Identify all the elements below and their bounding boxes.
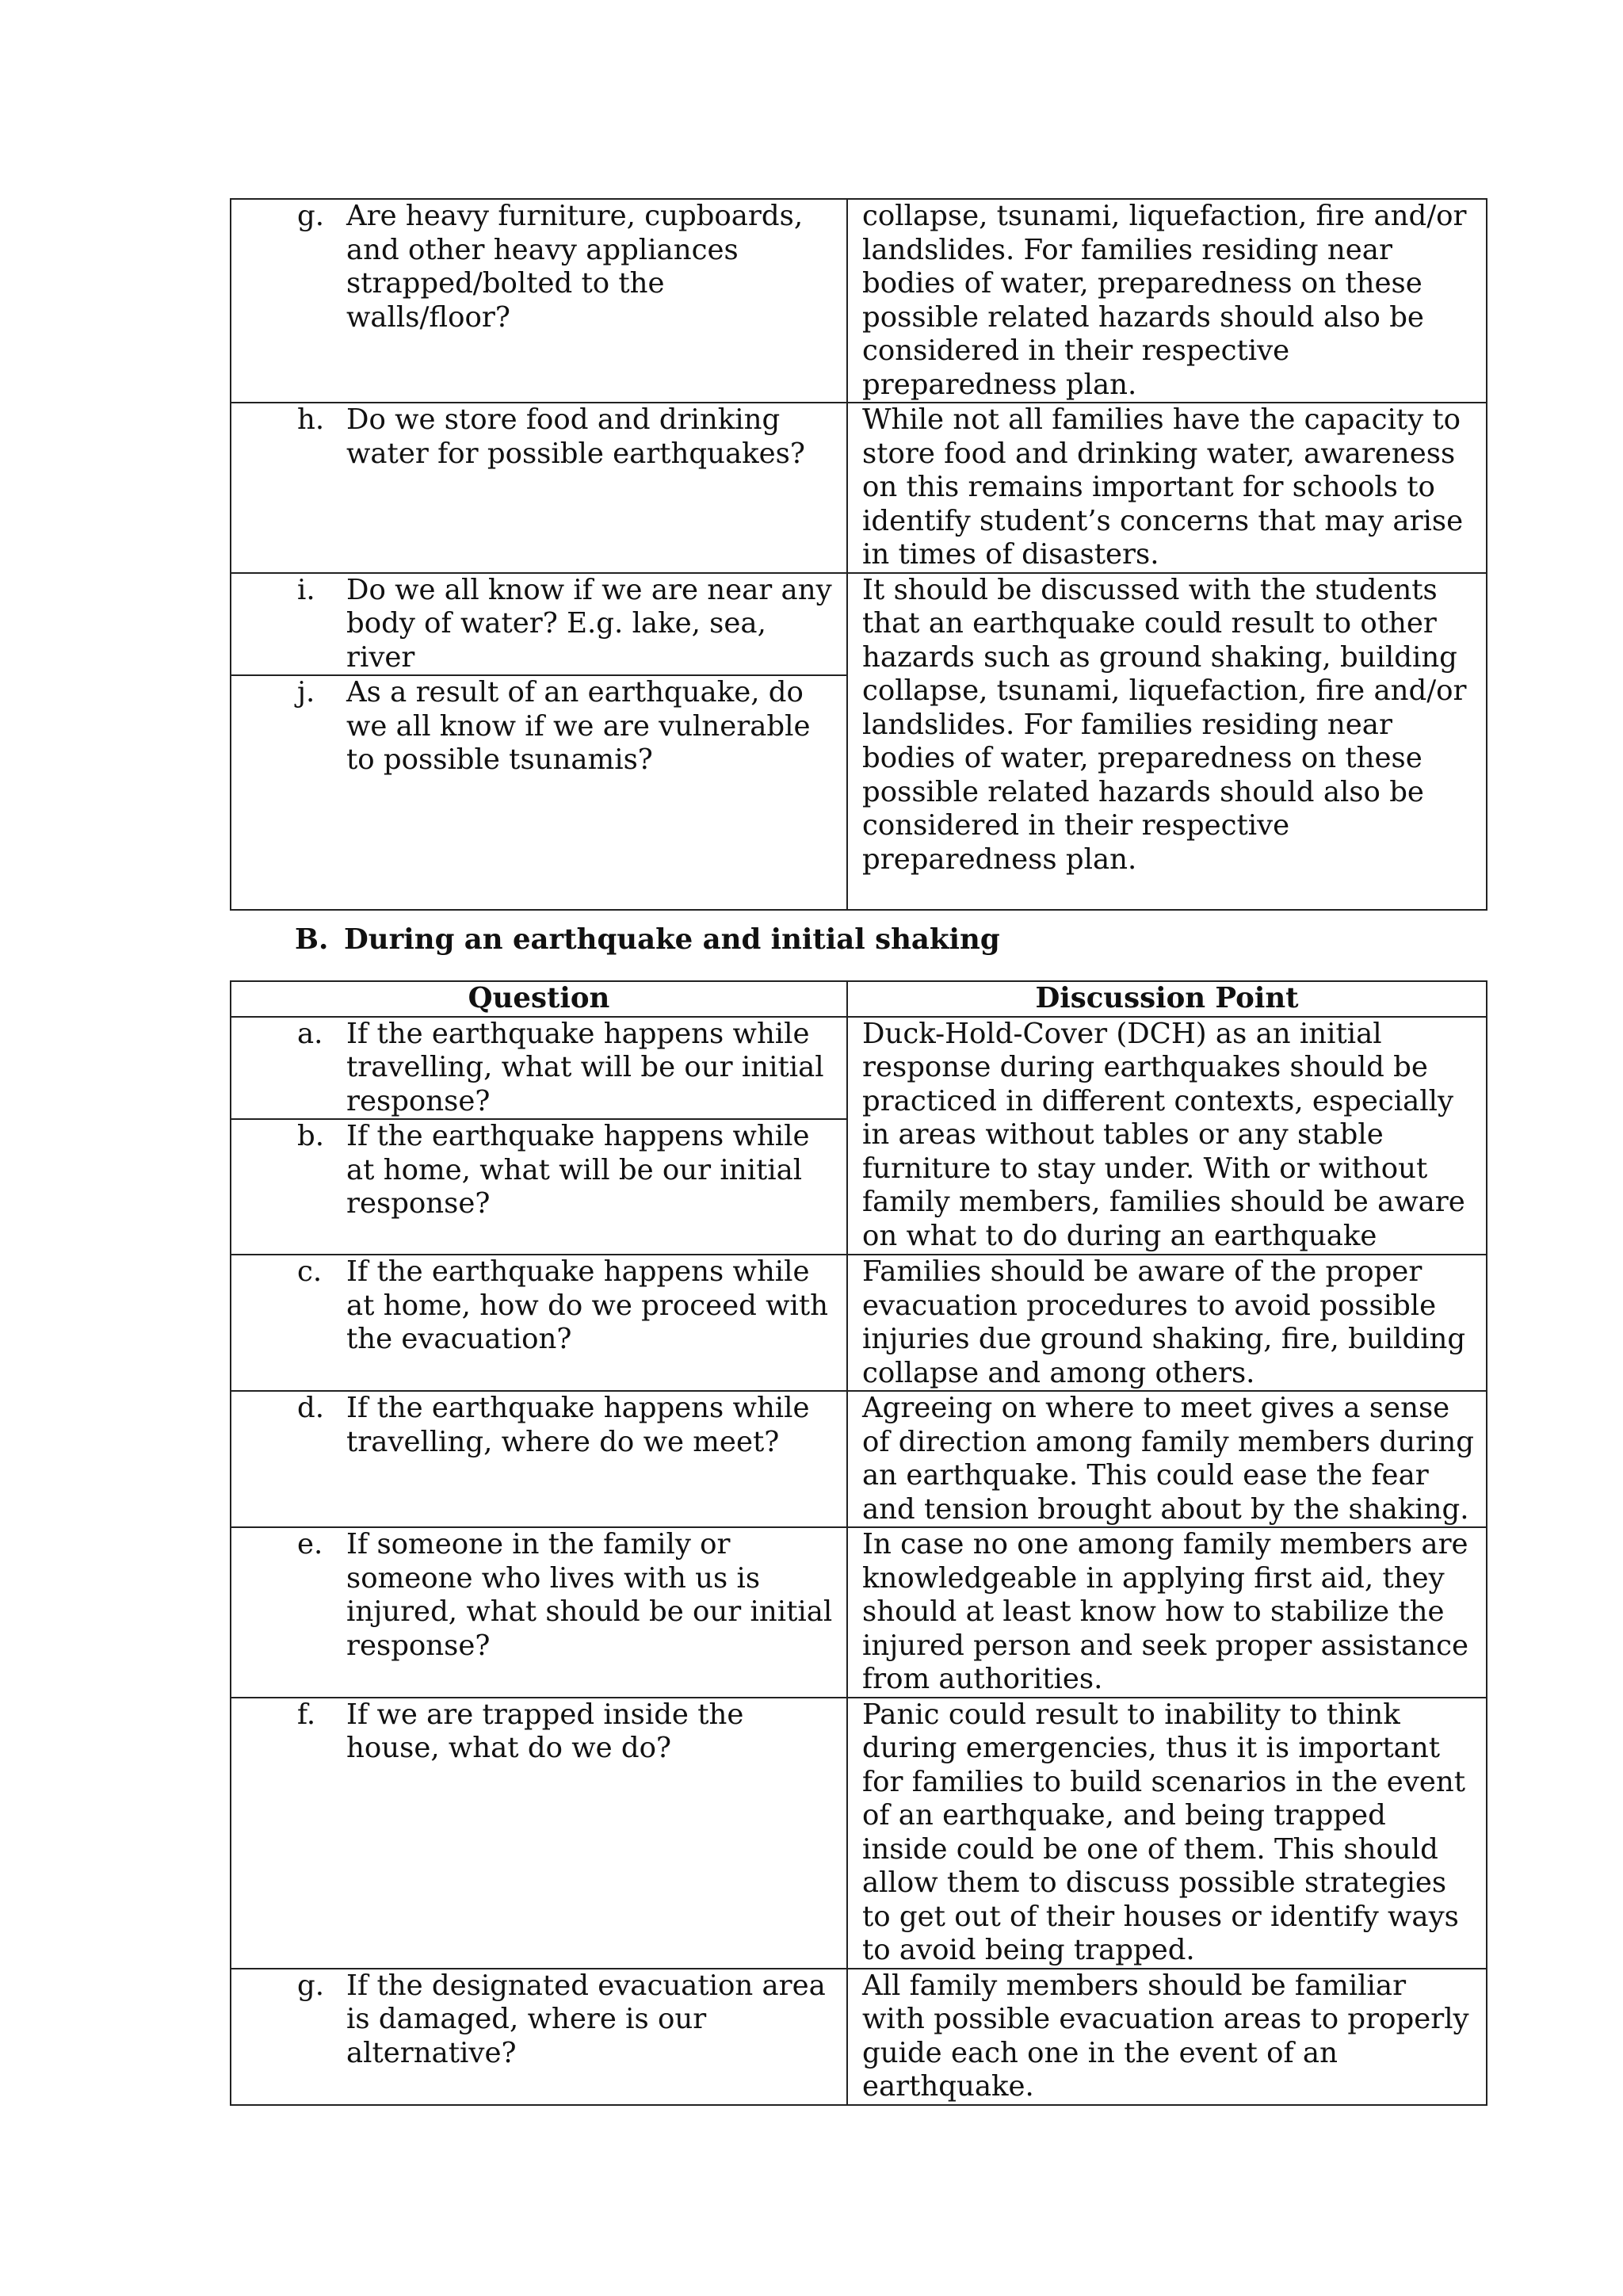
- table-row: [231, 1969, 1487, 2105]
- discussion-cell: While not all families have the capacity to store food and drinking water, awareness on this remains important for schools to identify student’s concerns that may arise in times of disasters.: [847, 403, 1487, 573]
- question-text: If the earthquake happens while travelling, what will be our initial response?: [346, 1017, 824, 1117]
- question-cell: [231, 1969, 847, 2105]
- item-label: d.: [297, 1392, 325, 1424]
- question-text: Do we store food and drinking water for possible earthquakes?: [346, 403, 805, 470]
- discussion-cell: Panic could result to inability to think during emergencies, thus it is important for families to build scenarios in the event of an earthquake, and being trapped inside could be one of them. This should allow them to discuss possible strategies to get out of their houses or identify ways to avoid being trapped.: [847, 1698, 1487, 1969]
- item-label: i.: [297, 573, 315, 606]
- column-header-question: Question: [231, 981, 847, 1017]
- discussion-cell: It should be discussed with the students that an earthquake could result to other hazards such as ground shaking, building collapse, tsunami, liquefaction, fire and/or landslides. For families residing near bodies of water, preparedness on these possible related hazards should also be considered in their respective preparedness plan.: [847, 573, 1487, 911]
- question-cell: [231, 1255, 847, 1391]
- table-row: [231, 573, 1487, 676]
- question-text: Are heavy furniture, cupboards, and other heavy appliances strapped/bolted to the walls/floor?: [346, 200, 804, 334]
- discussion-cell: Duck-Hold-Cover (DCH) as an initial response during earthquakes should be practiced in different contexts, especially in areas without tables or any stable furniture to stay under. With or without family members, families should be aware on what to do during an earthquake: [847, 1017, 1487, 1255]
- table-row: [231, 1698, 1487, 1969]
- question-text: If we are trapped inside the house, what do we do?: [346, 1698, 744, 1764]
- item-label: c.: [297, 1255, 323, 1288]
- item-label: j.: [297, 676, 315, 709]
- item-label: g.: [297, 200, 325, 232]
- section-letter: B.: [295, 923, 329, 956]
- item-label: e.: [297, 1528, 323, 1561]
- question-cell: [231, 1698, 847, 1969]
- question-text: If the earthquake happens while travelling, where do we meet?: [346, 1392, 810, 1458]
- table-header-row: [231, 981, 1487, 1017]
- question-cell: [231, 1527, 847, 1698]
- item-label: h.: [297, 403, 325, 436]
- discussion-cell: Agreeing on where to meet gives a sense of direction among family members during an earthquake. This could ease the fear and tension brought about by the shaking.: [847, 1391, 1487, 1527]
- table-row: [231, 199, 1487, 403]
- table-row: [231, 1017, 1487, 1120]
- question-text: If the designated evacuation area is damaged, where is our alternative?: [346, 1969, 826, 2069]
- table-row: [231, 1391, 1487, 1527]
- section-heading: [295, 923, 1000, 957]
- table-row: [231, 1255, 1487, 1391]
- question-text: If the earthquake happens while at home, how do we proceed with the evacuation?: [346, 1255, 829, 1355]
- question-text: As a result of an earthquake, do we all know if we are vulnerable to possible tsunamis?: [346, 676, 811, 776]
- discussion-cell: Families should be aware of the proper evacuation procedures to avoid possible injuries due ground shaking, fire, building collapse and among others.: [847, 1255, 1487, 1391]
- question-cell: [231, 1017, 847, 1120]
- preparedness-table-continued: [230, 198, 1487, 911]
- table-row: [231, 1527, 1487, 1698]
- discussion-cell: In case no one among family members are knowledgeable in applying first aid, they should at least know how to stabilize the injured person and seek proper assistance from authorities.: [847, 1527, 1487, 1698]
- discussion-cell: collapse, tsunami, liquefaction, fire and/or landslides. For families residing near bodies of water, preparedness on these possible related hazards should also be considered in their respective preparedness plan.: [847, 199, 1487, 403]
- question-cell: [231, 675, 847, 910]
- discussion-cell: All family members should be familiar with possible evacuation areas to properly guide each one in the event of an earthquake.: [847, 1969, 1487, 2105]
- question-text: Do we all know if we are near any body of water? E.g. lake, sea, river: [346, 573, 832, 674]
- question-cell: [231, 573, 847, 676]
- item-label: g.: [297, 1969, 325, 2002]
- item-label: f.: [297, 1698, 316, 1731]
- item-label: b.: [297, 1120, 325, 1152]
- section-title: During an earthquake and initial shaking: [344, 923, 1000, 956]
- during-earthquake-table: [230, 980, 1487, 2106]
- question-text: If someone in the family or someone who lives with us is injured, what should be our initial response?: [346, 1528, 833, 1662]
- table-row: [231, 403, 1487, 573]
- question-cell: [231, 1119, 847, 1255]
- question-cell: [231, 403, 847, 573]
- column-header-discussion: Discussion Point: [847, 981, 1487, 1017]
- item-label: a.: [297, 1017, 323, 1050]
- question-text: If the earthquake happens while at home, what will be our initial response?: [346, 1120, 810, 1220]
- question-cell: [231, 199, 847, 403]
- question-cell: [231, 1391, 847, 1527]
